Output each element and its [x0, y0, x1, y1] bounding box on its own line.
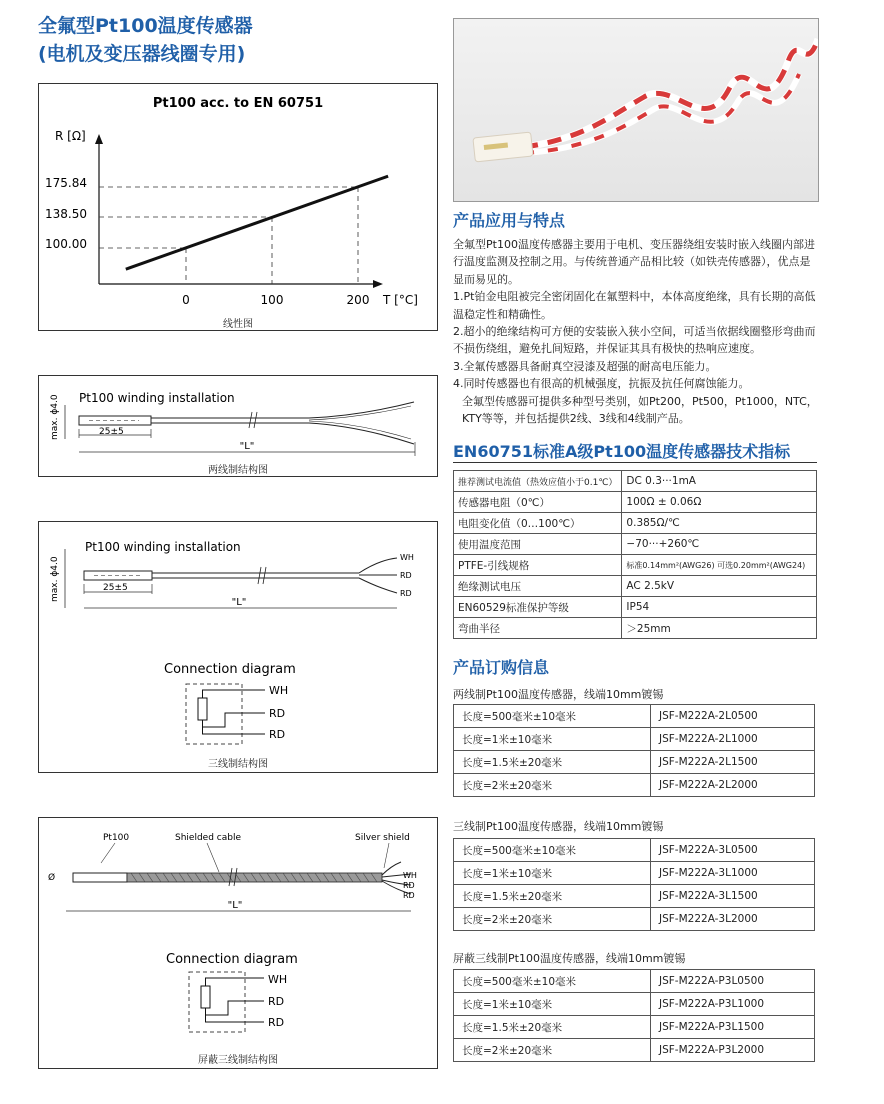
section-heading-order: 产品订购信息 [453, 658, 550, 677]
table-row [454, 555, 817, 576]
spec-key: 弯曲半径 [454, 618, 622, 639]
diagram-heading: Pt100 winding installation [79, 391, 235, 405]
wire-label-rd: RD [403, 891, 415, 900]
section-heading-application: 产品应用与特点 [453, 211, 566, 230]
order-code: JSF-M222A-2L0500 [651, 705, 815, 728]
conn-wire-rd: RD [269, 728, 286, 741]
label-shielded-cable: Shielded cable [175, 833, 241, 843]
diameter-dimension: Ø [48, 873, 56, 883]
order-length: 长度=1.5米±20毫米 [454, 1016, 651, 1039]
table-row [454, 862, 815, 885]
feature-item: 1.Pt铂金电阻被完全密闭固化在氟塑料中，本体高度绝缘，具有长期的高低温稳定性和精确性。 [453, 290, 816, 321]
spec-value: AC 2.5kV [622, 576, 817, 597]
table-row [454, 492, 817, 513]
spec-key: 电阻变化值（0…100℃） [454, 513, 622, 534]
length-dimension: 25±5 [103, 583, 128, 593]
connection-box [186, 684, 242, 744]
linearity-chart-panel [38, 83, 438, 331]
conn-wire-wh: WH [269, 684, 289, 697]
order-code: JSF-M222A-3L2000 [651, 908, 815, 931]
order-code: JSF-M222A-P3L1500 [651, 1016, 815, 1039]
spec-key: PTFE-引线规格 [454, 555, 622, 576]
table-row [454, 751, 815, 774]
conn-wire-wh: WH [268, 973, 288, 986]
wire-label-rd: RD [400, 589, 412, 598]
spec-key: EN60529标准保护等级 [454, 597, 622, 618]
spec-value: DC 0.3···1mA [622, 471, 817, 492]
order-length: 长度=1.5米±20毫米 [454, 885, 651, 908]
order-length: 长度=2米±20毫米 [454, 774, 651, 797]
wire-label-wh: WH [403, 871, 417, 880]
linearity-chart [39, 84, 437, 330]
spec-key: 使用温度范围 [454, 534, 622, 555]
spec-value: 标准0.14mm²(AWG26) 可选0.20mm²(AWG24) [622, 555, 817, 576]
order-length: 长度=2米±20毫米 [454, 908, 651, 931]
x-axis-label: T [°C] [383, 293, 418, 307]
order-table-3wire [453, 838, 815, 931]
feature-item: 4.同时传感器也有很高的机械强度，抗振及抗任何腐蚀能力。 [453, 377, 750, 391]
application-text [453, 236, 821, 427]
intro-paragraph: 全氟型Pt100温度传感器主要用于电机、变压器绕组安装时嵌入线圈内部进行温度监测及控制之用。与传统普通产品相比较（如铁壳传感器），优点是显而易见的。 [453, 238, 815, 286]
table-row [454, 534, 817, 555]
wire-label-rd: RD [400, 571, 412, 580]
table-row [454, 970, 815, 993]
two-wire-diagram-panel [38, 375, 438, 477]
order-code: JSF-M222A-2L2000 [651, 774, 815, 797]
y-axis-arrow [95, 134, 103, 144]
label-pt100: Pt100 [103, 833, 130, 843]
order-code: JSF-M222A-3L1000 [651, 862, 815, 885]
y-tick-label: 138.50 [45, 207, 87, 221]
order-code: JSF-M222A-2L1000 [651, 728, 815, 751]
conn-wire-rd: RD [269, 707, 286, 720]
feature-item: 2.超小的绝缘结构可方便的安装嵌入狭小空间，可适当依据线圈整形弯曲而不损伤绕组，避免扎间短路，并保证其具有极快的热响应速度。 [453, 325, 816, 356]
order-length: 长度=500毫米±10毫米 [454, 839, 651, 862]
order-length: 长度=500毫米±10毫米 [454, 970, 651, 993]
three-wire-diagram [39, 522, 437, 772]
order-length: 长度=1.5米±20毫米 [454, 751, 651, 774]
order-code: JSF-M222A-P3L2000 [651, 1039, 815, 1062]
chart-caption: 线性图 [223, 319, 253, 330]
order-code: JSF-M222A-P3L0500 [651, 970, 815, 993]
feature-note: 全氟型传感器可提供多种型号类别，如Pt200，Pt500，Pt1000，NTC，KTY等等，并包括提供2线、3线和4线制产品。 [462, 394, 818, 426]
table-row [454, 993, 815, 1016]
spec-value: 0.385Ω/℃ [622, 513, 817, 534]
diagram-caption: 两线制结构图 [208, 465, 268, 476]
order-table-2wire [453, 704, 815, 797]
feature-item: 3.全氟传感器具备耐真空浸漆及超强的耐高电压能力。 [453, 359, 717, 373]
order-length: 长度=2米±20毫米 [454, 1039, 651, 1062]
spec-value: ＞25mm [622, 618, 817, 639]
diameter-dimension: max. ϕ4.0 [50, 394, 60, 440]
table-row [454, 705, 815, 728]
conn-wire-rd: RD [268, 1016, 285, 1029]
diameter-dimension: max. ϕ4.0 [50, 556, 60, 602]
table-row [454, 1016, 815, 1039]
page-subtitle: (电机及变压器线圈专用) [38, 43, 246, 65]
order-length: 长度=500毫米±10毫米 [454, 705, 651, 728]
section-heading-spec: EN60751标准A级Pt100温度传感器技术指标 [453, 442, 791, 461]
shielded-diagram-panel [38, 817, 438, 1069]
divider [453, 462, 817, 463]
order-code: JSF-M222A-3L0500 [651, 839, 815, 862]
order-group-title: 三线制Pt100温度传感器，线端10mm镀锡 [453, 820, 664, 833]
order-code: JSF-M222A-3L1500 [651, 885, 815, 908]
spec-value: −70···+260℃ [622, 534, 817, 555]
connection-diagram-title: Connection diagram [166, 952, 298, 967]
order-group-title: 两线制Pt100温度传感器，线端10mm镀锡 [453, 688, 664, 701]
table-row [454, 1039, 815, 1062]
y-tick-label: 100.00 [45, 237, 87, 251]
order-length: 长度=1米±10毫米 [454, 993, 651, 1016]
table-row [454, 618, 817, 639]
order-code: JSF-M222A-P3L1000 [651, 993, 815, 1016]
y-axis-label: R [Ω] [55, 129, 86, 143]
resistor-symbol [198, 698, 207, 720]
table-row [454, 513, 817, 534]
spec-key: 绝缘测试电压 [454, 576, 622, 597]
spec-key: 传感器电阻（0℃） [454, 492, 622, 513]
diagram-heading: Pt100 winding installation [85, 540, 241, 554]
connection-box [189, 972, 245, 1032]
x-tick-label: 0 [182, 293, 190, 307]
total-length-dimension: "L" [227, 900, 243, 911]
spec-value: 100Ω ± 0.06Ω [622, 492, 817, 513]
table-row [454, 839, 815, 862]
product-photo [453, 18, 819, 202]
total-length-dimension: "L" [231, 597, 247, 608]
x-tick-label: 100 [260, 293, 284, 307]
label-silver-shield: Silver shield [355, 833, 410, 843]
y-tick-label: 175.84 [45, 176, 87, 190]
order-table-shielded [453, 969, 815, 1062]
chart-heading: Pt100 acc. to EN 60751 [152, 96, 324, 111]
table-row [454, 471, 817, 492]
sensor-body [73, 873, 127, 882]
total-length-dimension: "L" [239, 441, 255, 452]
order-length: 长度=1米±10毫米 [454, 728, 651, 751]
order-code: JSF-M222A-2L1500 [651, 751, 815, 774]
spec-key: 推荐测试电流值（热效应值小于0.1℃） [454, 471, 622, 492]
three-wire-diagram-panel [38, 521, 438, 773]
page-title: 全氟型Pt100温度传感器 [38, 15, 253, 37]
spec-table [453, 470, 817, 639]
wire-label-wh: WH [400, 553, 414, 562]
wire-label-rd: RD [403, 881, 415, 890]
table-row [454, 885, 815, 908]
length-dimension: 25±5 [99, 427, 124, 437]
order-length: 长度=1米±10毫米 [454, 862, 651, 885]
resistor-symbol [201, 986, 210, 1008]
spec-value: IP54 [622, 597, 817, 618]
series-line [126, 176, 388, 269]
table-row [454, 728, 815, 751]
shielded-diagram [39, 818, 437, 1068]
connection-diagram-title: Connection diagram [164, 662, 296, 677]
diagram-caption: 三线制结构图 [208, 759, 268, 770]
order-group-title: 屏蔽三线制Pt100温度传感器，线端10mm镀锡 [453, 952, 686, 965]
table-row [454, 597, 817, 618]
table-row [454, 576, 817, 597]
diagram-caption: 屏蔽三线制结构图 [198, 1055, 278, 1066]
table-row [454, 908, 815, 931]
x-axis-arrow [373, 280, 383, 288]
conn-wire-rd: RD [268, 995, 285, 1008]
table-row [454, 774, 815, 797]
x-tick-label: 200 [346, 293, 370, 307]
